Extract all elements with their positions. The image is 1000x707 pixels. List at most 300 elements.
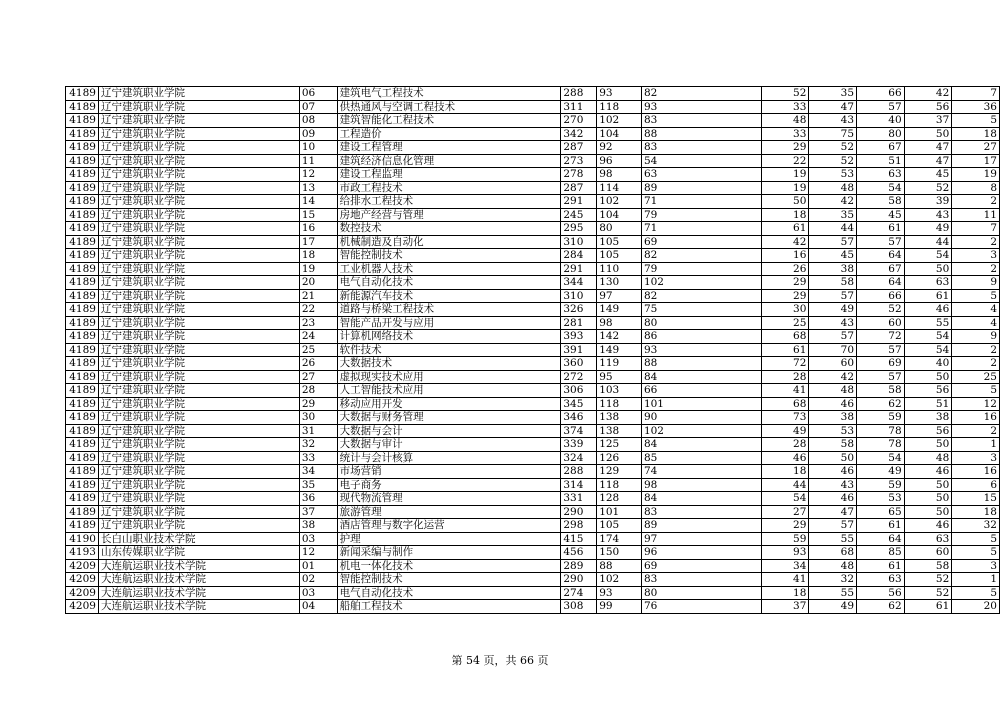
major-code-cell: 22 <box>299 303 337 317</box>
school-name-cell: 辽宁建筑职业学院 <box>98 276 299 290</box>
score-a-cell: 96 <box>597 154 642 168</box>
score-a-cell: 118 <box>597 100 642 114</box>
score-b-cell: 84 <box>641 370 761 384</box>
score-c-cell: 68 <box>761 397 809 411</box>
major-name-cell: 计算机网络技术 <box>337 330 561 344</box>
score-f-cell: 55 <box>904 316 952 330</box>
school-code-cell: 4189 <box>66 424 99 438</box>
major-code-cell: 26 <box>299 357 337 371</box>
major-code-cell: 36 <box>299 492 337 506</box>
score-b-cell: 74 <box>641 465 761 479</box>
score-e-cell: 63 <box>857 573 905 587</box>
score-e-cell: 60 <box>857 316 905 330</box>
count-cell: 19 <box>952 168 1000 182</box>
score-d-cell: 49 <box>809 303 857 317</box>
count-cell: 15 <box>952 492 1000 506</box>
major-name-cell: 机械制造及自动化 <box>337 235 561 249</box>
total-score-cell: 284 <box>561 249 597 263</box>
major-name-cell: 智能产品开发与应用 <box>337 316 561 330</box>
total-score-cell: 310 <box>561 289 597 303</box>
table-row <box>66 519 1000 533</box>
major-code-cell: 09 <box>299 127 337 141</box>
total-score-cell: 324 <box>561 451 597 465</box>
major-name-cell: 道路与桥梁工程技术 <box>337 303 561 317</box>
score-f-cell: 50 <box>904 127 952 141</box>
table-row <box>66 114 1000 128</box>
school-name-cell: 大连航运职业技术学院 <box>98 600 299 614</box>
score-f-cell: 37 <box>904 114 952 128</box>
school-name-cell: 辽宁建筑职业学院 <box>98 181 299 195</box>
score-a-cell: 149 <box>597 303 642 317</box>
total-score-cell: 278 <box>561 168 597 182</box>
score-d-cell: 46 <box>809 492 857 506</box>
school-name-cell: 山东传媒职业学院 <box>98 546 299 560</box>
school-code-cell: 4189 <box>66 222 99 236</box>
score-b-cell: 89 <box>641 519 761 533</box>
score-f-cell: 46 <box>904 519 952 533</box>
major-name-cell: 船舶工程技术 <box>337 600 561 614</box>
score-b-cell: 71 <box>641 195 761 209</box>
table-row <box>66 424 1000 438</box>
score-d-cell: 57 <box>809 330 857 344</box>
count-cell: 16 <box>952 411 1000 425</box>
score-e-cell: 56 <box>857 586 905 600</box>
score-c-cell: 41 <box>761 384 809 398</box>
score-e-cell: 57 <box>857 370 905 384</box>
admission-table <box>65 86 1000 614</box>
score-b-cell: 79 <box>641 262 761 276</box>
score-d-cell: 43 <box>809 316 857 330</box>
major-name-cell: 大数据与会计 <box>337 424 561 438</box>
score-e-cell: 80 <box>857 127 905 141</box>
major-name-cell: 虚拟现实技术应用 <box>337 370 561 384</box>
score-d-cell: 43 <box>809 478 857 492</box>
score-d-cell: 53 <box>809 424 857 438</box>
school-code-cell: 4189 <box>66 343 99 357</box>
major-code-cell: 12 <box>299 168 337 182</box>
school-name-cell: 辽宁建筑职业学院 <box>98 249 299 263</box>
score-f-cell: 58 <box>904 559 952 573</box>
school-name-cell: 辽宁建筑职业学院 <box>98 208 299 222</box>
score-d-cell: 75 <box>809 127 857 141</box>
major-name-cell: 人工智能技术应用 <box>337 384 561 398</box>
total-score-cell: 273 <box>561 154 597 168</box>
school-name-cell: 辽宁建筑职业学院 <box>98 114 299 128</box>
count-cell: 3 <box>952 249 1000 263</box>
score-c-cell: 50 <box>761 195 809 209</box>
school-name-cell: 辽宁建筑职业学院 <box>98 168 299 182</box>
score-e-cell: 49 <box>857 465 905 479</box>
major-code-cell: 03 <box>299 586 337 600</box>
score-b-cell: 80 <box>641 316 761 330</box>
count-cell: 7 <box>952 87 1000 101</box>
score-f-cell: 48 <box>904 451 952 465</box>
table-row <box>66 559 1000 573</box>
table-row <box>66 87 1000 101</box>
score-b-cell: 102 <box>641 424 761 438</box>
score-b-cell: 88 <box>641 127 761 141</box>
score-f-cell: 63 <box>904 532 952 546</box>
table-row <box>66 411 1000 425</box>
score-f-cell: 44 <box>904 235 952 249</box>
count-cell: 2 <box>952 195 1000 209</box>
major-name-cell: 大数据与审计 <box>337 438 561 452</box>
total-score-cell: 391 <box>561 343 597 357</box>
school-code-cell: 4193 <box>66 546 99 560</box>
score-d-cell: 53 <box>809 168 857 182</box>
table-row <box>66 141 1000 155</box>
total-score-cell: 310 <box>561 235 597 249</box>
school-name-cell: 辽宁建筑职业学院 <box>98 370 299 384</box>
score-a-cell: 97 <box>597 289 642 303</box>
score-e-cell: 64 <box>857 276 905 290</box>
school-name-cell: 辽宁建筑职业学院 <box>98 357 299 371</box>
major-name-cell: 机电一体化技术 <box>337 559 561 573</box>
school-name-cell: 辽宁建筑职业学院 <box>98 235 299 249</box>
school-name-cell: 大连航运职业技术学院 <box>98 573 299 587</box>
school-code-cell: 4189 <box>66 478 99 492</box>
score-f-cell: 50 <box>904 438 952 452</box>
score-e-cell: 54 <box>857 181 905 195</box>
total-score-cell: 281 <box>561 316 597 330</box>
school-name-cell: 辽宁建筑职业学院 <box>98 397 299 411</box>
school-code-cell: 4189 <box>66 208 99 222</box>
score-c-cell: 26 <box>761 262 809 276</box>
score-b-cell: 82 <box>641 249 761 263</box>
school-code-cell: 4189 <box>66 316 99 330</box>
total-score-cell: 306 <box>561 384 597 398</box>
school-code-cell: 4189 <box>66 127 99 141</box>
table-row <box>66 222 1000 236</box>
major-name-cell: 酒店管理与数字化运营 <box>337 519 561 533</box>
total-score-cell: 308 <box>561 600 597 614</box>
score-f-cell: 39 <box>904 195 952 209</box>
table-row <box>66 208 1000 222</box>
score-e-cell: 78 <box>857 438 905 452</box>
score-c-cell: 27 <box>761 505 809 519</box>
school-name-cell: 大连航运职业技术学院 <box>98 586 299 600</box>
count-cell: 16 <box>952 465 1000 479</box>
score-d-cell: 47 <box>809 100 857 114</box>
score-b-cell: 84 <box>641 492 761 506</box>
total-score-cell: 456 <box>561 546 597 560</box>
major-code-cell: 07 <box>299 100 337 114</box>
score-c-cell: 29 <box>761 141 809 155</box>
table-row <box>66 154 1000 168</box>
score-a-cell: 102 <box>597 114 642 128</box>
score-a-cell: 80 <box>597 222 642 236</box>
score-b-cell: 89 <box>641 181 761 195</box>
score-f-cell: 54 <box>904 249 952 263</box>
school-name-cell: 长白山职业技术学院 <box>98 532 299 546</box>
major-code-cell: 35 <box>299 478 337 492</box>
count-cell: 5 <box>952 586 1000 600</box>
score-b-cell: 98 <box>641 478 761 492</box>
major-code-cell: 23 <box>299 316 337 330</box>
score-c-cell: 61 <box>761 343 809 357</box>
major-code-cell: 28 <box>299 384 337 398</box>
score-a-cell: 98 <box>597 168 642 182</box>
score-a-cell: 128 <box>597 492 642 506</box>
count-cell: 2 <box>952 357 1000 371</box>
score-f-cell: 60 <box>904 546 952 560</box>
count-cell: 8 <box>952 181 1000 195</box>
school-name-cell: 辽宁建筑职业学院 <box>98 451 299 465</box>
score-f-cell: 61 <box>904 289 952 303</box>
score-a-cell: 174 <box>597 532 642 546</box>
score-a-cell: 93 <box>597 87 642 101</box>
table-row <box>66 316 1000 330</box>
score-b-cell: 69 <box>641 235 761 249</box>
score-e-cell: 65 <box>857 505 905 519</box>
score-a-cell: 126 <box>597 451 642 465</box>
score-d-cell: 57 <box>809 519 857 533</box>
school-code-cell: 4189 <box>66 276 99 290</box>
score-b-cell: 93 <box>641 343 761 357</box>
table-row <box>66 289 1000 303</box>
score-c-cell: 28 <box>761 370 809 384</box>
school-code-cell: 4189 <box>66 303 99 317</box>
major-code-cell: 37 <box>299 505 337 519</box>
major-code-cell: 30 <box>299 411 337 425</box>
score-e-cell: 51 <box>857 154 905 168</box>
score-c-cell: 18 <box>761 208 809 222</box>
major-code-cell: 08 <box>299 114 337 128</box>
major-name-cell: 现代物流管理 <box>337 492 561 506</box>
score-a-cell: 92 <box>597 141 642 155</box>
school-name-cell: 辽宁建筑职业学院 <box>98 222 299 236</box>
school-name-cell: 辽宁建筑职业学院 <box>98 411 299 425</box>
major-code-cell: 02 <box>299 573 337 587</box>
score-d-cell: 45 <box>809 249 857 263</box>
score-e-cell: 57 <box>857 100 905 114</box>
score-a-cell: 104 <box>597 208 642 222</box>
score-a-cell: 114 <box>597 181 642 195</box>
table-row <box>66 370 1000 384</box>
score-a-cell: 150 <box>597 546 642 560</box>
score-e-cell: 61 <box>857 559 905 573</box>
total-score-cell: 415 <box>561 532 597 546</box>
major-name-cell: 市政工程技术 <box>337 181 561 195</box>
major-code-cell: 04 <box>299 600 337 614</box>
major-name-cell: 市场营销 <box>337 465 561 479</box>
count-cell: 6 <box>952 478 1000 492</box>
table-row <box>66 276 1000 290</box>
score-f-cell: 61 <box>904 600 952 614</box>
table-row <box>66 343 1000 357</box>
count-cell: 2 <box>952 262 1000 276</box>
score-c-cell: 73 <box>761 411 809 425</box>
score-b-cell: 63 <box>641 168 761 182</box>
score-d-cell: 46 <box>809 397 857 411</box>
score-a-cell: 119 <box>597 357 642 371</box>
score-c-cell: 16 <box>761 249 809 263</box>
major-name-cell: 新能源汽车技术 <box>337 289 561 303</box>
school-code-cell: 4189 <box>66 249 99 263</box>
score-a-cell: 130 <box>597 276 642 290</box>
school-code-cell: 4209 <box>66 559 99 573</box>
school-code-cell: 4189 <box>66 168 99 182</box>
school-name-cell: 辽宁建筑职业学院 <box>98 424 299 438</box>
major-code-cell: 03 <box>299 532 337 546</box>
score-b-cell: 96 <box>641 546 761 560</box>
score-c-cell: 61 <box>761 222 809 236</box>
score-b-cell: 69 <box>641 559 761 573</box>
score-a-cell: 88 <box>597 559 642 573</box>
score-c-cell: 48 <box>761 114 809 128</box>
major-name-cell: 建筑电气工程技术 <box>337 87 561 101</box>
score-c-cell: 29 <box>761 519 809 533</box>
school-code-cell: 4209 <box>66 573 99 587</box>
score-f-cell: 54 <box>904 343 952 357</box>
score-b-cell: 79 <box>641 208 761 222</box>
score-d-cell: 52 <box>809 141 857 155</box>
score-e-cell: 62 <box>857 397 905 411</box>
score-f-cell: 51 <box>904 397 952 411</box>
score-a-cell: 102 <box>597 573 642 587</box>
count-cell: 11 <box>952 208 1000 222</box>
score-c-cell: 28 <box>761 438 809 452</box>
total-score-cell: 345 <box>561 397 597 411</box>
total-score-cell: 272 <box>561 370 597 384</box>
score-a-cell: 118 <box>597 478 642 492</box>
count-cell: 5 <box>952 384 1000 398</box>
school-code-cell: 4209 <box>66 586 99 600</box>
major-name-cell: 电气自动化技术 <box>337 276 561 290</box>
major-name-cell: 新闻采编与制作 <box>337 546 561 560</box>
score-e-cell: 58 <box>857 384 905 398</box>
major-name-cell: 工业机器人技术 <box>337 262 561 276</box>
total-score-cell: 360 <box>561 357 597 371</box>
score-b-cell: 102 <box>641 276 761 290</box>
major-name-cell: 智能控制技术 <box>337 573 561 587</box>
score-b-cell: 71 <box>641 222 761 236</box>
score-d-cell: 50 <box>809 451 857 465</box>
score-b-cell: 93 <box>641 100 761 114</box>
score-a-cell: 95 <box>597 370 642 384</box>
table-row <box>66 235 1000 249</box>
score-e-cell: 64 <box>857 249 905 263</box>
school-name-cell: 辽宁建筑职业学院 <box>98 303 299 317</box>
table-row <box>66 330 1000 344</box>
school-name-cell: 辽宁建筑职业学院 <box>98 100 299 114</box>
major-name-cell: 建筑经济信息化管理 <box>337 154 561 168</box>
count-cell: 17 <box>952 154 1000 168</box>
score-c-cell: 41 <box>761 573 809 587</box>
score-e-cell: 54 <box>857 451 905 465</box>
school-code-cell: 4189 <box>66 370 99 384</box>
major-code-cell: 34 <box>299 465 337 479</box>
school-name-cell: 辽宁建筑职业学院 <box>98 195 299 209</box>
major-name-cell: 统计与会计核算 <box>337 451 561 465</box>
count-cell: 18 <box>952 505 1000 519</box>
count-cell: 9 <box>952 330 1000 344</box>
score-e-cell: 52 <box>857 303 905 317</box>
major-name-cell: 建设工程管理 <box>337 141 561 155</box>
major-code-cell: 25 <box>299 343 337 357</box>
score-b-cell: 82 <box>641 87 761 101</box>
score-d-cell: 42 <box>809 370 857 384</box>
score-c-cell: 68 <box>761 330 809 344</box>
school-name-cell: 辽宁建筑职业学院 <box>98 478 299 492</box>
major-code-cell: 12 <box>299 546 337 560</box>
score-e-cell: 58 <box>857 195 905 209</box>
school-name-cell: 辽宁建筑职业学院 <box>98 343 299 357</box>
score-c-cell: 33 <box>761 100 809 114</box>
score-f-cell: 46 <box>904 465 952 479</box>
score-f-cell: 43 <box>904 208 952 222</box>
major-code-cell: 32 <box>299 438 337 452</box>
score-c-cell: 72 <box>761 357 809 371</box>
score-b-cell: 83 <box>641 114 761 128</box>
score-b-cell: 84 <box>641 438 761 452</box>
score-c-cell: 33 <box>761 127 809 141</box>
score-b-cell: 76 <box>641 600 761 614</box>
score-e-cell: 67 <box>857 141 905 155</box>
major-code-cell: 29 <box>299 397 337 411</box>
score-e-cell: 59 <box>857 478 905 492</box>
count-cell: 5 <box>952 289 1000 303</box>
table-row <box>66 303 1000 317</box>
score-d-cell: 38 <box>809 411 857 425</box>
total-score-cell: 245 <box>561 208 597 222</box>
table-row <box>66 168 1000 182</box>
school-code-cell: 4190 <box>66 532 99 546</box>
score-a-cell: 110 <box>597 262 642 276</box>
score-e-cell: 72 <box>857 330 905 344</box>
score-a-cell: 138 <box>597 411 642 425</box>
school-name-cell: 辽宁建筑职业学院 <box>98 289 299 303</box>
table-body <box>66 87 1000 614</box>
total-score-cell: 331 <box>561 492 597 506</box>
score-a-cell: 125 <box>597 438 642 452</box>
total-score-cell: 290 <box>561 505 597 519</box>
score-f-cell: 52 <box>904 573 952 587</box>
table-row <box>66 195 1000 209</box>
school-code-cell: 4189 <box>66 154 99 168</box>
school-code-cell: 4189 <box>66 289 99 303</box>
total-score-cell: 295 <box>561 222 597 236</box>
score-f-cell: 63 <box>904 276 952 290</box>
score-f-cell: 46 <box>904 303 952 317</box>
score-c-cell: 44 <box>761 478 809 492</box>
major-code-cell: 19 <box>299 262 337 276</box>
total-score-cell: 290 <box>561 573 597 587</box>
school-name-cell: 辽宁建筑职业学院 <box>98 519 299 533</box>
score-e-cell: 61 <box>857 222 905 236</box>
school-code-cell: 4189 <box>66 195 99 209</box>
score-d-cell: 70 <box>809 343 857 357</box>
school-code-cell: 4209 <box>66 600 99 614</box>
major-name-cell: 房地产经营与管理 <box>337 208 561 222</box>
score-f-cell: 49 <box>904 222 952 236</box>
score-b-cell: 88 <box>641 357 761 371</box>
major-code-cell: 17 <box>299 235 337 249</box>
count-cell: 36 <box>952 100 1000 114</box>
score-d-cell: 60 <box>809 357 857 371</box>
score-a-cell: 93 <box>597 586 642 600</box>
score-f-cell: 45 <box>904 168 952 182</box>
major-name-cell: 建设工程监理 <box>337 168 561 182</box>
school-name-cell: 辽宁建筑职业学院 <box>98 505 299 519</box>
school-name-cell: 大连航运职业技术学院 <box>98 559 299 573</box>
total-score-cell: 344 <box>561 276 597 290</box>
score-e-cell: 66 <box>857 87 905 101</box>
total-score-cell: 291 <box>561 195 597 209</box>
total-score-cell: 346 <box>561 411 597 425</box>
score-a-cell: 101 <box>597 505 642 519</box>
score-e-cell: 61 <box>857 519 905 533</box>
